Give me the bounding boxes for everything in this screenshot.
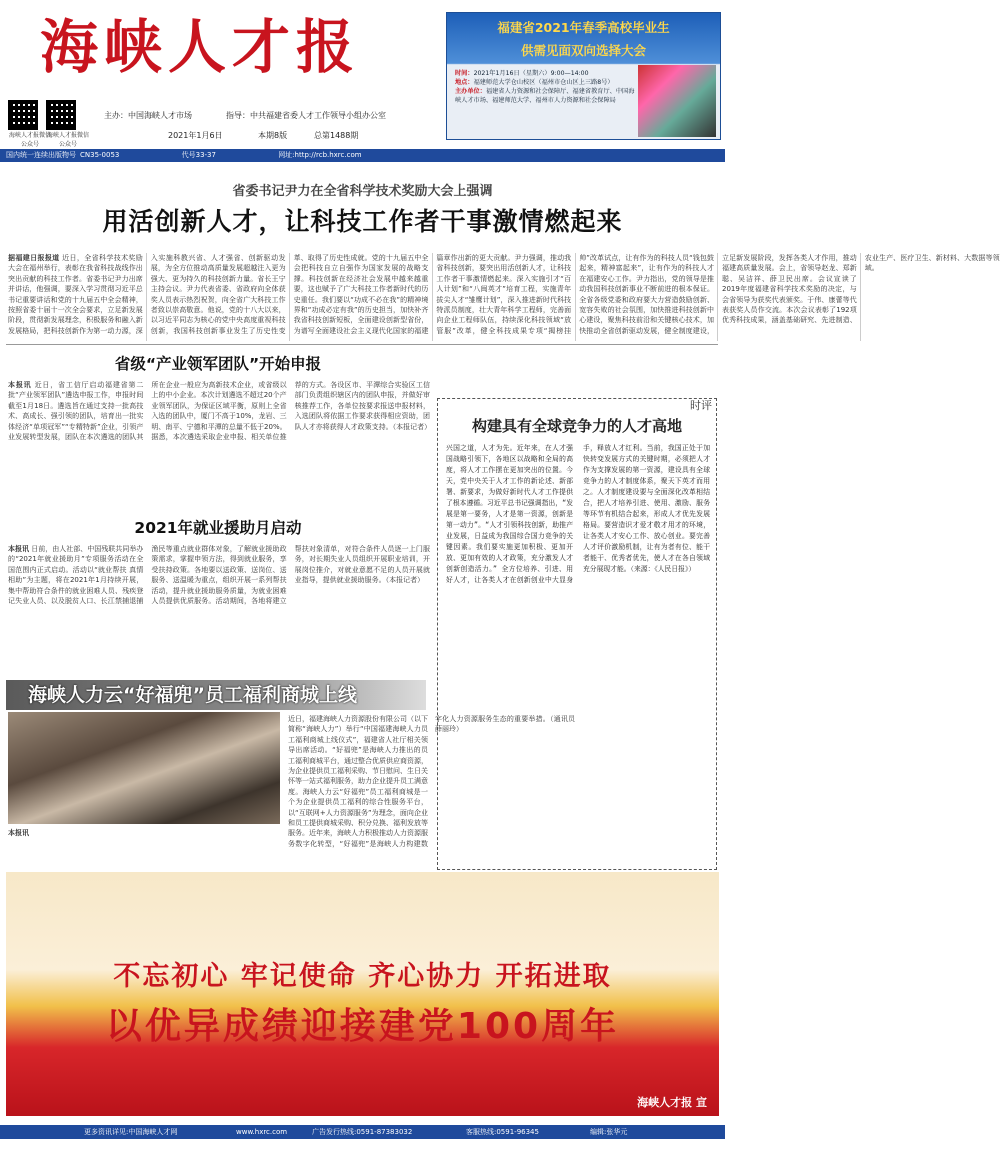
art2-dateline: 本报讯 — [8, 545, 30, 553]
mall-body-right — [288, 714, 575, 868]
issue-date: 2021年1月6日 — [168, 131, 223, 140]
publication-bar — [0, 149, 725, 162]
party-slogan-2: 以优异成绩迎接建党100周年 — [105, 1006, 620, 1047]
ad-place-label: 地点： — [455, 79, 474, 86]
lead-kicker: 省委书记尹力在全省科学技术奖励大会上强调 — [232, 184, 493, 199]
ad-time-label: 时间： — [455, 70, 474, 77]
divider — [6, 344, 718, 345]
qr-label: 海峡人才报微信公众号 — [8, 132, 51, 148]
art2-text: 日前，由人社部、中国残联共同举办的“2021年就业援助月”专项服务活动在全国范围内正式启动。活动以“就业帮扶 真情相助”为主题，将在2021年1月持续开展，集中帮助符合条件的就业困难人员、残疾登记失业人员、以及脱贫人口、长江禁捕退捕渔民等重点就业群体对象，了解就业援助政策需求，掌握申领方法，得到就业服务，享受扶持政策。各地要以送政策、送岗位、送服务、送温暖为重点，组织开展一系列帮扶活动，提升就业援助服务质量，为就业困难人员提供优质服务。活动期间，各地将建立帮扶对象清单，对符合条件人员逐一上门服务，对长期失业人员组织开展职业培训，开展岗位推介，对就业意愿不足的人员开展就业指导，提供就业援助服务。（本报记者） — [8, 545, 430, 606]
event-photo — [8, 712, 280, 824]
page-count: 本期8版 — [258, 131, 288, 140]
ad-place: 福建师范大学仓山校区（福州市仓山区上三路8号） — [473, 79, 614, 86]
ad-title-2: 供需见面双向选择大会 — [520, 43, 646, 58]
footer-editor: 编辑:张华元 — [590, 1128, 628, 1136]
ad-title-1: 福建省2021年春季高校毕业生 — [497, 20, 670, 35]
footer-site[interactable]: www.hxrc.com — [236, 1128, 288, 1136]
footer-service: 客服热线:0591-96345 — [466, 1128, 539, 1136]
lead-body — [8, 253, 1000, 341]
postal-code: 代号33-37 — [181, 151, 216, 159]
mall-text: 近日，福建海峡人力资源股份有限公司（以下简称“海峡人力”）举行“中国福建海峡人力员工福利商城上线仪式”，福建省人社厅相关领导出席活动。“好福兜”是海峡人力推出的员工福利商城平台，通过整合优质供应商资源，为企业提供员工福利采购、节日慰问、生日关怀等一站式福利服务，助力企业提升员工满意度。海峡人力云“好福兜”员工福利商城是一个为企业提供员工福利的综合性服务平台，以“互联网+人力资源服务”为理念，面向企业和员工提供商城采购、积分兑换、福利发放等服务。近年来，海峡人力积极推动人力资源服务数字化转型，“好福兜”是海峡人力构建数字化人力资源服务生态的重要举措。（通讯员 薛丽玲） — [288, 715, 575, 848]
ad-org-label: 主办单位： — [455, 88, 486, 95]
commentary-box — [437, 398, 717, 870]
footer-ad-phone: 广告发行热线:0591-87383032 — [312, 1128, 413, 1136]
cn-label: 国内统一连续出版物号 — [6, 151, 76, 159]
qr-label: 海峡人才报微信公众号 — [46, 132, 89, 148]
art1-dateline: 本报讯 — [8, 381, 32, 389]
guide: 指导：中共福建省委人才工作领导小组办公室 — [226, 111, 386, 120]
mall-dateline: 本报讯 — [8, 829, 29, 837]
article-employment-title: 2021年就业援助月启动 — [134, 519, 302, 537]
mall-banner — [6, 680, 426, 710]
ad-org: 福建省人力资源和社会保障厅、福建省教育厅、中国海峡人才市场、福建师范大学、福州市人力资源和社会保障局 — [455, 88, 635, 104]
art1-text: 近日，省工信厅启动福建省第二批“产业领军团队”遴选申报工作，申报时间截至1月18日。遴选旨在通过支持一批高技术、高成长、强引领的团队，培育出一批实体经济“单项冠军”“专精特新”企业，引领产业发展转型发展，团队在本次遴选的团队其所在企业一般应为高新技术企业，或省级以上的中小企业。本次计划遴选不超过20个产业领军团队，为保证区域平衡，原则上全省入选的团队中，厦门不高于10%，龙岩、三明、南平、宁德和平潭的总量不低于20%。据悉，本次遴选采取企业申报、相关单位推荐的方式。各设区市、平潭综合实验区工信部门负责组织辖区内的团队申报，并做好审核推荐工作，各单位按要求报送申报材料，入选团队将依据工作要求获得相应资助，团队人才亦将获得人才政策支持。（本报记者） — [8, 381, 432, 442]
lead-dateline: 据福建日报报道 — [8, 254, 60, 262]
issue-number: 总第1488期 — [314, 131, 359, 140]
footer-bar — [0, 1125, 725, 1139]
article-industry-team-body — [8, 380, 430, 506]
qr-code-icon — [46, 100, 76, 130]
masthead-title: 海峡人才报 — [40, 13, 361, 81]
mall-body-bottom — [8, 828, 286, 868]
qr-block-2 — [46, 100, 90, 148]
commentary-body: 兴国之道，人才为先。近年来，在人才强国战略引领下，各地区以战略和全局的高度，将人才工作摆在更加突出的位置。今天，党中央关于人才工作的新论述、新部署、新要求，为做好新时代人才工作提供了根本遵循。习近平总书记强调指出，“发展是第一要务，人才是第一资源，创新是第一动力”。“人才引领科技创新，助推产业发展，日益成为我国综合国力竞争的关键因素。我们要实施更加积极、更加开放、更加有效的人才政策，充分激发人才创新创造活力。” 全方位培养、引进、用好人才，让各类人才在创新创业中大显身手，释放人才红利。当前，我国正处于加快转变发展方式的关键时期，必须把人才作为支撑发展的第一资源，建设具有全球竞争力的人才制度体系，聚天下英才而用之。人才制度建设要与全面深化改革相结合，把人才培养引进、使用、激励、服务等环节有机结合起来，形成人才优先发展格局。要营造识才爱才敬才用才的环境，让各类人才安心工作、放心创业。要完善人才评价激励机制，让有为者有位、能干者能干、优秀者优先，使人才在各自领域充分展现才能。（来源：《人民日报》） — [446, 444, 710, 584]
ad-time: 2021年1月16日（星期六）9:00—14:00 — [473, 70, 589, 77]
website[interactable]: 网址:http://rcb.hxrc.com — [278, 151, 362, 159]
lead-text: 近日，全省科学技术奖励大会在福州举行，表彰在我省科技战线作出突出贡献的科技工作者。省委书记尹力出席并讲话，他强调，要深入学习贯彻习近平总书记重要讲话和党的十九届五中全会精神，按照省委十届十一次全会要求，立足新发展阶段，贯彻新发展理念，积极服务和融入新发展格局，把科技创新作为第一动力源，深入实施科教兴省、人才强省、创新驱动发展，为全方位推动高质量发展超越注入更为强大、更为持久的科技创新力量。省长王宁主持会议。尹力代表省委、省政府向全体获奖人员表示热烈祝贺，向全省广大科技工作者致以崇高敬意。他说，党的十八大以来，以习近平同志为核心的党中央高度重视科技创新，我国科技创新事业发生了历史性变革、取得了历史性成就。党的十九届五中全会把科技自立自强作为国家发展的战略支撑。科技创新在经济社会发展中越来越重要，这也赋予了广大科技工作者新时代的历史重任。我们要以“功成不必在我”的精神境界和“功成必定有我”的历史担当，加快补齐我省科技创新短板，全面建设创新型省份，为谱写全面建设社会主义现代化国家的福建篇章作出新的更大贡献。尹力强调，推动我省科技创新，要突出用活创新人才，让科技工作者干事激情燃起来。深入实施引才“百人计划”和“八闽英才”培育工程，实施青年拔尖人才“雏鹰计划”，深入推进新时代科技特派员制度，壮大青年科学工程师，完善面向企业工程师队伍，持续深化科技领域“放管服”改革，健全科技成果专项“揭榜挂帅”改革试点，让有作为的科技人员“钱包鼓起来，精神富起来”，让有作为的科技人才在福建安心工作。尹力指出，党的领导是推动我国科技创新事业不断前进的根本保证。全省各级党委和政府要大力营造鼓励创新、宽容失败的社会氛围，加快推进科技创新中心建设，聚焦科技前沿和关键核心技术，加快推动全省创新驱动发展，健全制度建设，立足新发展阶段，发挥各类人才作用，推动福建高质量发展。会上，省领导赵龙、郑新聪、吴洁祥、薛卫民出席。会议宣读了2019年度福建省科学技术奖励的决定，与会省领导为获奖代表颁奖。于伟、康蕾等代表获奖人员作交流。本次会议表彰了192项优秀科技成果，涵盖基础研究、先进制造、农业生产、医疗卫生、新材料、大数据等领域。 — [8, 254, 1000, 335]
party-signature: 海峡人才报 宣 — [637, 1096, 707, 1109]
mall-title: 海峡人力云“好福兜”员工福利商城上线 — [28, 684, 357, 706]
qr-code-icon — [8, 100, 38, 130]
party-anniversary-banner — [6, 872, 719, 1116]
ad-info — [455, 69, 635, 105]
lead-headline: 用活创新人才，让科技工作者干事激情燃起来 — [102, 207, 623, 236]
article-industry-team-title: 省级“产业领军团队”开始申报 — [114, 355, 322, 373]
commentary-title: 构建具有全球竞争力的人才高地 — [471, 417, 682, 435]
job-fair-ad[interactable] — [446, 12, 721, 140]
sponsor: 主办：中国海峡人才市场 — [104, 111, 192, 120]
commentary-tag: 时评 — [690, 399, 712, 412]
cn-number: CN35-0053 — [80, 151, 120, 159]
footer-query: 更多资讯详见:中国海峡人才网 — [84, 1128, 178, 1136]
ad-photo — [638, 65, 716, 137]
party-slogan-1: 不忘初心 牢记使命 齐心协力 开拓进取 — [113, 961, 612, 992]
article-employment-body — [8, 544, 430, 670]
